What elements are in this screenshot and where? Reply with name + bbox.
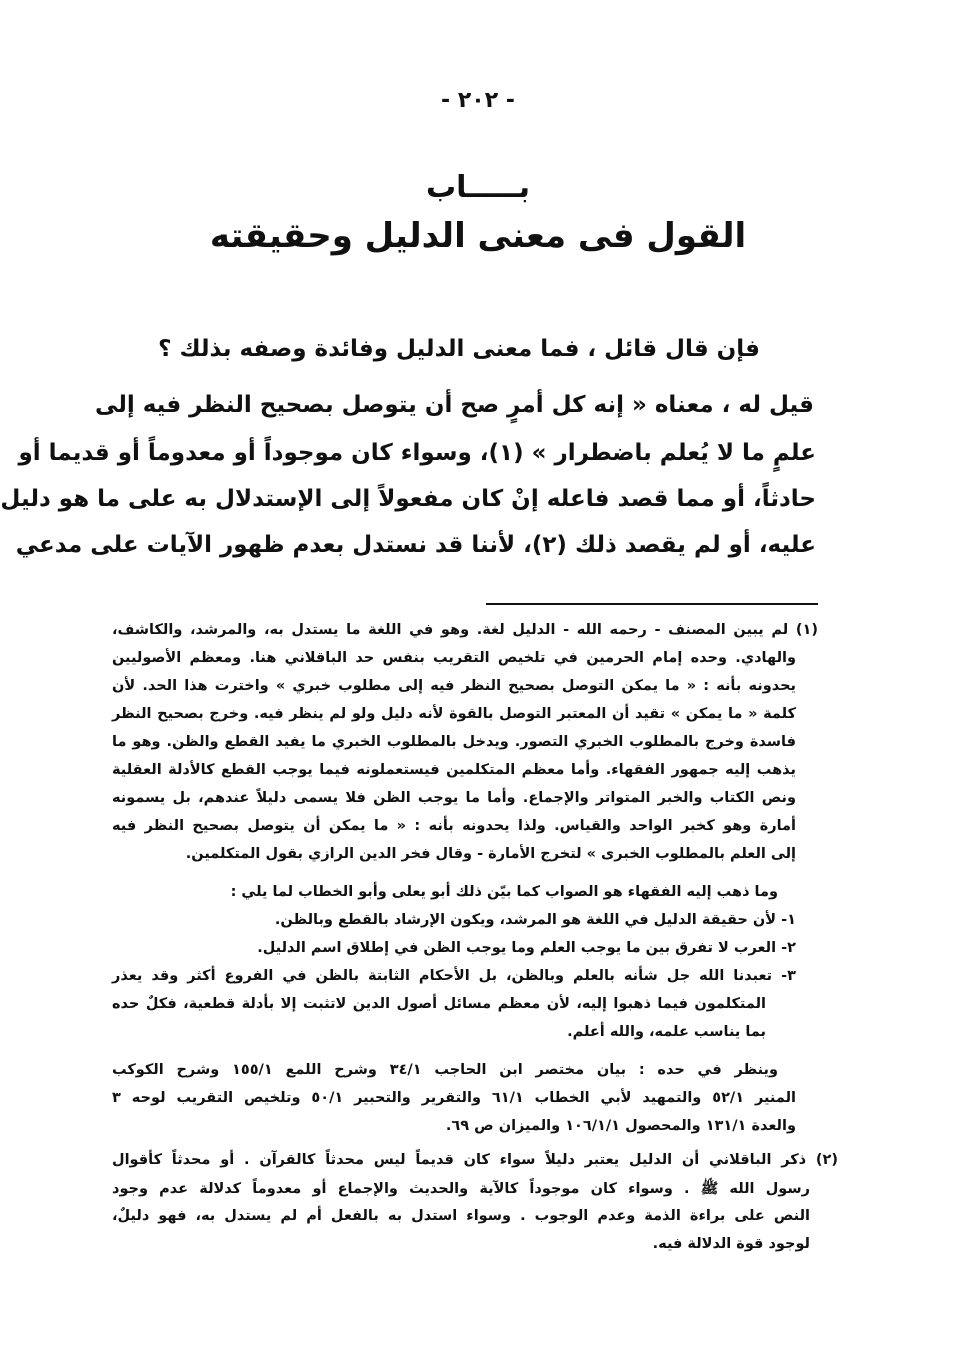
footnote-line: وينظر في حده : بيان مختصر ابن الحاجب ٣٤/١ وشرح اللمع ١٥٥/١ وشرح الكوكب <box>112 1062 778 1078</box>
footnote-line: أمارة وهو كخبر الواحد والقياس. ولذا يحدونه بأنه : « ما يمكن أن يتوصل بصحيح النظر فيه <box>112 818 796 834</box>
footnote-line: فاسدة وخرج بالمطلوب الخبري التصور. ويدخل بالمطلوب الخبري ما يفيد القطع والظن. وهو ما <box>112 734 796 750</box>
footnote-line: وما ذهب إليه الفقهاء هو الصواب كما بيّن ذلك أبو يعلى وأبو الخطاب لما يلي : <box>230 884 778 900</box>
footnote-line: ١- لأن حقيقة الدليل في اللغة هو المرشد، ويكون الإرشاد بالقطع وبالظن. <box>274 912 796 928</box>
page-number: - ٢٠٢ - <box>441 88 515 113</box>
question-line: فإن قال قائل ، فما معنى الدليل وفائدة وصفه بذلك ؟ <box>158 336 760 362</box>
footnote-line: رسول الله ﷺ . وسواء كان موجوداً كالآية والحديث والإجماع أو معدوماً كدلالة عدم وجود <box>112 1181 810 1197</box>
footnote-line: والعدة ١٣١/١ والمحصول ١٠٦/١/١ والميزان ص ٦٩. <box>445 1118 796 1134</box>
footnote-line: المتكلمون فيما ذهبوا إليه، لأن معظم مسائل أصول الدين لاتثبت إلا بأدلة قطعية، فكلٌ حده <box>112 996 766 1012</box>
footnote-line: المنير ٥٢/١ والتمهيد لأبي الخطاب ٦١/١ والتقرير والتحبير ٥٠/١ وتلخيص التقريب لوحه ٣ <box>112 1090 796 1106</box>
body-line: عليه، أو لم يقصد ذلك (٢)، لأننا قد نستدل بعدم ظهور الآيات على مدعي <box>15 532 816 558</box>
footnote-line: كلمة « ما يمكن » تقيد أن المعتبر التوصل بالقوة لأنه دليل ولو لم ينظر فيه. وخرج بصحيح النظر <box>112 706 796 722</box>
body-line: علمٍ ما لا يُعلم باضطرار » (١)، وسواء كان موجوداً أو معدوماً أو قديما أو <box>18 440 816 466</box>
footnote-divider <box>486 603 818 605</box>
footnote-line: ونص الكتاب والخبر المتواتر والإجماع. وأما ما يوجب الظن فلا يسمى دليلاً عندهم، بل يسمونه <box>112 790 796 806</box>
chapter-title: القول فى معنى الدليل وحقيقته <box>209 216 747 256</box>
footnote-line: ٢- العرب لا تفرق بين ما يوجب العلم وما يوجب الظن في إطلاق اسم الدليل. <box>257 940 796 956</box>
footnote-line: يحدونه بأنه : « ما يمكن التوصل بصحيح النظر فيه إلى مطلوب خبري » واخترت هذا الحد. لأن <box>112 678 796 694</box>
footnote-line: (١) لم يبين المصنف - رحمه الله - الدليل لغة. وهو في اللغة ما يستدل به، والمرشد، والكاشف، <box>112 622 818 638</box>
footnote-line: النص على براءة الذمة وعدم الوجوب . وسواء استدل به بالفعل أم لم يستدل به، فهو دليلٌ، <box>112 1208 810 1224</box>
footnote-line: (٢) ذكر الباقلاني أن الدليل يعتبر دليلاً سواء كان قديماً ليس محدثاً كالقرآن . أو محدثاً كأقوال <box>112 1152 838 1168</box>
footnote-line: يذهب إليه جمهور الفقهاء. وأما معظم المتكلمين فيستعملونه فيما يوجب القطع كالأدلة العقلية <box>112 762 796 778</box>
body-line: قيل له ، معناه « إنه كل أمرٍ صح أن يتوصل بصحيح النظر فيه إلى <box>94 392 814 418</box>
footnote-line: والهادي. وحده إمام الحرمين في تلخيص التقريب بنفس حد الباقلاني هنا. ومعظم الأصوليين <box>112 650 796 666</box>
body-line: حادثاً، أو مما قصد فاعله إنْ كان مفعولاً إلى الإستدلال به على ما هو دليل <box>0 486 816 512</box>
footnote-line: بما يناسب علمه، والله أعلم. <box>567 1024 766 1040</box>
chapter-label: بـــــاب <box>426 170 530 205</box>
footnote-line: لوجود قوة الدلالة فيه. <box>652 1236 810 1252</box>
footnote-line: إلى العلم بالمطلوب الخبرى » لتخرج الأمارة - وقال فخر الدين الرازي بقول المتكلمين. <box>185 846 796 862</box>
footnote-line: ٣- تعبدنا الله جل شأنه بالعلم وبالظن، بل الأحكام الثابتة بالظن في الفروع أكثر وقد يعذر <box>112 968 796 984</box>
